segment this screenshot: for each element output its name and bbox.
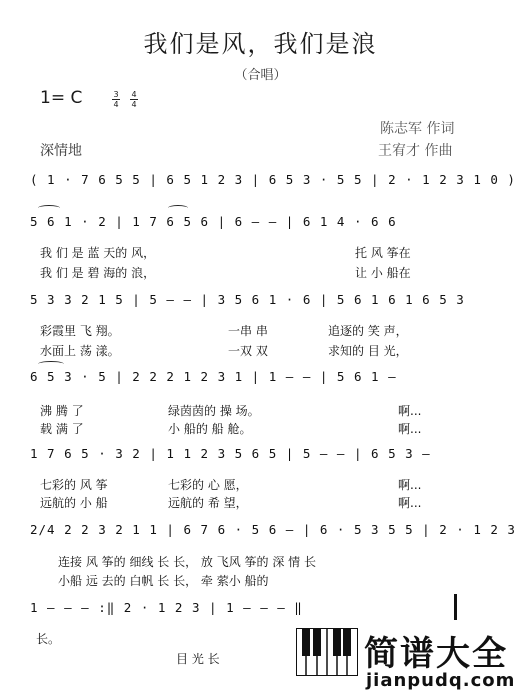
time-signature-4-4: 4 4 bbox=[131, 90, 137, 109]
lyric-line-8b: 远航的 希 望， bbox=[168, 496, 248, 510]
lyric-line-7b: 七彩的 心 愿， bbox=[168, 478, 248, 492]
music-line-5: 1 7 6 5 · 3 2 | 1 1 2 3 5 6 5 | 5 — — | 6 5 3 — bbox=[30, 446, 431, 461]
piano-keys-icon bbox=[296, 628, 358, 676]
lyric-line-1b: 托 风 筝在 bbox=[355, 246, 411, 260]
site-logo bbox=[296, 626, 521, 697]
lyric-line-2a: 我 们 是 碧 海的 浪， bbox=[40, 266, 156, 280]
song-title: 我们是风，我们是浪 bbox=[143, 30, 378, 58]
music-line-3: 5 3 3 2 1 5 | 5 — — | 3 5 6 1 · 6 | 5 6 1 6 1 6 5 3 bbox=[30, 292, 465, 307]
lyric-line-11: 长。 bbox=[36, 632, 61, 646]
lyric-line-8a: 远航的 小 船 bbox=[40, 496, 108, 510]
music-line-2: 5 6 1 · 2 | 1 7 6 5 6 | 6 — — | 6 1 4 · 6 6 bbox=[30, 214, 397, 229]
lyric-line-4b: 一双 双 bbox=[228, 344, 268, 358]
lyric-line-5b: 绿茵茵的 操 场。 bbox=[168, 404, 260, 418]
slur bbox=[38, 205, 60, 211]
lyric-line-2b: 让 小 船在 bbox=[355, 266, 411, 280]
music-line-4: 6 5 3 · 5 | 2 2 2 1 2 3 1 | 1 — — | 5 6 1 — bbox=[30, 369, 397, 384]
composer-credit: 王宥才 作曲 bbox=[378, 143, 453, 159]
music-line-6: 2/4 2 2 3 2 1 1 | 6 7 6 · 5 6 — | 6 · 5 3 5 5 | 2 · 1 2 3 bbox=[30, 522, 516, 537]
lyric-line-5a: 沸 腾 了 bbox=[40, 404, 84, 418]
lyric-line-6b: 小 船的 船 舱。 bbox=[168, 422, 252, 436]
lyric-line-6c: 啊... bbox=[398, 422, 422, 436]
time-signature-3-4: 3 4 bbox=[113, 90, 119, 109]
song-subtitle: （合唱） bbox=[234, 68, 287, 83]
lyric-line-3a: 彩霞里 飞 翔。 bbox=[40, 324, 120, 338]
slur bbox=[38, 361, 64, 367]
lyric-line-10: 小船 远 去的 白帆 长 长， 牵 萦小 船的 bbox=[58, 574, 269, 588]
lyric-line-4c: 求知的 目 光， bbox=[328, 344, 408, 358]
lyric-line-1a: 我 们 是 蓝 天的 风， bbox=[40, 246, 156, 260]
lyric-line-8c: 啊... bbox=[398, 496, 422, 510]
lyric-line-3b: 一串 串 bbox=[228, 324, 268, 338]
key-signature: 1= C bbox=[40, 88, 83, 108]
lyric-line-9: 连接 风 筝的 细线 长 长， 放 飞风 筝的 深 情 长 bbox=[58, 555, 316, 569]
lyric-line-7c: 啊... bbox=[398, 478, 422, 492]
final-barline bbox=[454, 594, 457, 620]
lyric-line-7a: 七彩的 风 筝 bbox=[40, 478, 108, 492]
lyric-line-5c: 啊... bbox=[398, 404, 422, 418]
lyric-line-12: 目 光 长 bbox=[176, 652, 220, 666]
lyric-line-6a: 载 满 了 bbox=[40, 422, 84, 436]
lyric-line-4a: 水面上 荡 漾。 bbox=[40, 344, 120, 358]
watermark-text: 简谱大全 bbox=[364, 634, 508, 674]
expression-marking: 深情地 bbox=[40, 143, 82, 159]
music-line-1: ( 1 · 7 6 5 5 | 6 5 1 2 3 | 6 5 3 · 5 5 | 2 · 1 2 3 1 0 ) bbox=[30, 172, 516, 187]
watermark-url: jianpudq.com bbox=[366, 670, 516, 691]
lyricist-credit: 陈志军 作词 bbox=[380, 121, 455, 137]
slur bbox=[168, 205, 188, 211]
lyric-line-3c: 追逐的 笑 声， bbox=[328, 324, 408, 338]
music-line-7: 1 — — — :‖ 2 · 1 2 3 | 1 — — — ‖ bbox=[30, 600, 303, 615]
